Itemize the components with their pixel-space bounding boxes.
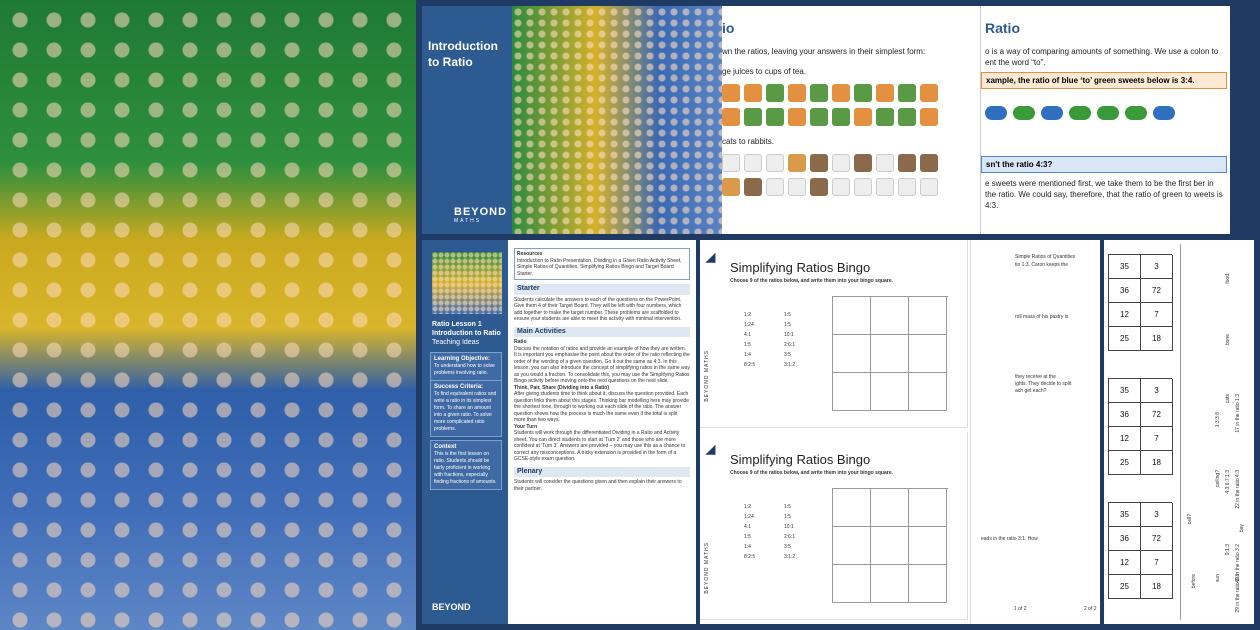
bingo-cell[interactable]: [909, 565, 947, 603]
blue-sweet-icon: [1041, 106, 1063, 120]
ratio-slide-title: Ratio: [985, 20, 1020, 36]
table-cell: 25: [1109, 575, 1141, 599]
word-label: 4:3:6:7:1:3: [1225, 470, 1231, 494]
number-table: [1108, 378, 1172, 475]
table-cell: 72: [1141, 527, 1173, 551]
page-number: 1 of 2: [1014, 606, 1027, 612]
slide-title: Introduction to Ratio: [428, 39, 498, 69]
bingo-instruction: Choose 9 of the ratios below, and write them into your bingo square.: [730, 470, 893, 476]
bingo-ratio: 4:1: [744, 332, 751, 338]
logo-subtext: MATHS: [454, 218, 482, 224]
word-label: food: [1225, 274, 1231, 284]
table-cell: 25: [1109, 451, 1141, 475]
starter-text: Students calculate the answers to each of the questions on the PowerPoint. Give them 4 of their Target Board. They will be left with four numbers, which add together to make the target number. These problems are scaffolded to ensure your students are able to meet this activity with minimal intervention.: [514, 296, 682, 322]
ratio-question-box: sn't the ratio 4:3?: [981, 156, 1227, 173]
word-label: ceiling?: [1215, 470, 1221, 487]
rabbit-icon: [788, 178, 806, 196]
title-slide-sidebar: [422, 6, 512, 234]
tea-cup-icon: [766, 84, 784, 102]
number-table: [1108, 502, 1172, 599]
bingo-ratio: 1:24: [744, 514, 754, 520]
ratio-section-text: Discuss the notation of ratios and provide an example of how they are written. It is important you emphasise the point about the order of the ratio reflecting the order of the wording of a given question. Go it out the same as 4:3. In this lesson, you can also introduce the concept of simplifying ratios in the same way as you would a fraction. To consolidate this, you may use the Simplifying Ratios Bingo activity before moving onto the next questions on the next slide.: [514, 345, 690, 384]
rabbit-icon: [744, 154, 762, 172]
worksheet-snippet: Simple Ratios of Quantities: [1015, 254, 1076, 260]
juice-icon: [854, 108, 872, 126]
vertical-logo: BEYOND MATHS: [704, 542, 710, 594]
cat-rabbit-icons: [722, 178, 982, 196]
tea-cup-icon: [898, 84, 916, 102]
beyond-logo: BEYOND: [432, 602, 471, 612]
ratio-intro: o is a way of comparing amounts of something. We use a colon to ent the word “to”.: [985, 47, 1219, 67]
word-strip: [1180, 244, 1250, 620]
lesson-subtitle: Teaching Ideas: [432, 339, 480, 346]
word-label: cats: [1225, 394, 1231, 404]
number-table: [1108, 254, 1172, 351]
bingo-ratio-list: [744, 310, 824, 370]
bingo-ratio: 1:5: [784, 312, 791, 318]
juice-tea-icons: [722, 108, 982, 126]
bingo-ratio: 3:1:2: [784, 362, 796, 368]
bingo-ratio: 3:5: [784, 544, 791, 550]
answer-tables: [1104, 240, 1254, 624]
table-cell: 18: [1141, 327, 1173, 351]
resources-heading: Resources: [517, 251, 543, 257]
resources-box: [514, 248, 690, 280]
juice-icon: [876, 84, 894, 102]
vertical-logo: BEYOND MATHS: [704, 350, 710, 402]
bingo-cell[interactable]: [909, 489, 947, 527]
table-cell: 12: [1109, 427, 1141, 451]
table-cell: 18: [1141, 575, 1173, 599]
table-cell: 36: [1109, 527, 1141, 551]
worksheet-snippet: ights. They decide to split: [1015, 381, 1072, 387]
think-text: After giving students time to think about it, discuss the question provided. Each question links them about this stages. Thinking bar modelling here may provide the shortest tone, through to working out each slide of the ratio. The answer question shows how the process is much the same even if the total is split more than two ways.: [514, 391, 690, 423]
bingo-ratio-list: [744, 502, 824, 562]
bingo-title: Simplifying Ratios Bingo: [730, 260, 871, 275]
worksheet-snippet: tio 1:3. Caron keeps the: [1015, 262, 1069, 268]
bingo-ratio: 1:2: [744, 504, 751, 510]
context-heading: Context: [434, 444, 457, 450]
rabbit-icon: [722, 154, 740, 172]
table-cell: 35: [1109, 255, 1141, 279]
rabbit-icon: [898, 178, 916, 196]
juice-icon: [744, 84, 762, 102]
bingo-cell[interactable]: [871, 373, 909, 411]
tea-cup-icon: [810, 84, 828, 102]
table-cell: 3: [1141, 255, 1173, 279]
tea-cup-icon: [854, 84, 872, 102]
bingo-ratio: 8:2:5: [744, 362, 756, 368]
bingo-cell[interactable]: [833, 565, 871, 603]
table-cell: 3: [1141, 379, 1173, 403]
juice-icon: [722, 108, 740, 126]
bingo-title: Simplifying Ratios Bingo: [730, 452, 871, 467]
bingo-ratio: 1:24: [744, 322, 754, 328]
logo-text: BEYOND: [454, 206, 508, 218]
dog-icon: [810, 178, 828, 196]
rabbit-icon: [766, 154, 784, 172]
table-cell: 72: [1141, 403, 1173, 427]
bingo-cell[interactable]: [909, 527, 947, 565]
bingo-cell[interactable]: [833, 297, 871, 335]
criteria-box: [430, 380, 502, 437]
tea-cup-icon: [810, 108, 828, 126]
dog-icon: [744, 178, 762, 196]
juice-icon: [832, 84, 850, 102]
lesson-plan-sidebar: [422, 240, 508, 624]
question-slide-title: io: [722, 20, 735, 36]
think-heading: Think, Pair, Share (Dividing into a Ratio): [514, 384, 610, 391]
bingo-cell[interactable]: [871, 527, 909, 565]
juice-icon: [920, 108, 938, 126]
bingo-instruction: Choose 9 of the ratios below, and write them into your bingo square.: [730, 278, 893, 284]
green-sweet-icon: [1097, 106, 1119, 120]
bingo-cell[interactable]: [833, 527, 871, 565]
title-slide: [422, 6, 990, 234]
ratio-section-heading: Ratio: [514, 339, 527, 345]
context-text: This is the first lesson on ratio. Students should be fairly proficient in working with fractions, especially finding fractions of amounts.: [434, 451, 497, 485]
rabbit-icon: [832, 154, 850, 172]
rabbit-icon: [832, 178, 850, 196]
blue-sweet-icon: [1153, 106, 1175, 120]
objective-box: [430, 352, 502, 381]
word-label: 40 in the ratio 3:2: [1235, 544, 1241, 583]
table-cell: 18: [1141, 451, 1173, 475]
slide-crowd-image: [512, 6, 722, 234]
table-cell: 12: [1109, 303, 1141, 327]
bingo-ratio: 4:1: [744, 524, 751, 530]
juice-icon: [920, 84, 938, 102]
bingo-grid: [832, 296, 948, 411]
worksheet-snippet: they receive at the: [1015, 374, 1056, 380]
criteria-text: To find equivalent ratios and write a ratio in its simplest form. To share an amount into a given ratio. To solve more complicated ratio problems.: [434, 391, 497, 432]
tea-cup-icon: [876, 108, 894, 126]
bingo-ratio: 10:1: [784, 332, 794, 338]
table-cell: 12: [1109, 551, 1141, 575]
table-cell: 25: [1109, 327, 1141, 351]
word-label: before: [1191, 574, 1197, 589]
bingo-ratio: 1:5: [784, 322, 791, 328]
lesson-plan: [422, 240, 696, 624]
word-label: sun: [1215, 574, 1221, 583]
lesson-heading: [432, 320, 504, 347]
table-cell: 36: [1109, 403, 1141, 427]
blue-sweet-icon: [985, 106, 1007, 120]
worksheet-snippet: ach get each?: [1015, 388, 1047, 394]
beyond-logo: [454, 206, 507, 224]
main-heading: Main Activities: [514, 327, 690, 338]
table-cell: 72: [1141, 279, 1173, 303]
tea-cup-icon: [766, 108, 784, 126]
juice-icon: [788, 84, 806, 102]
lesson-number: Ratio Lesson 1: [432, 321, 482, 328]
bingo-ratio: 1:5: [744, 342, 751, 348]
table-cell: 35: [1109, 503, 1141, 527]
cat-rabbit-icons: [722, 154, 982, 172]
dog-icon: [854, 154, 872, 172]
tea-cup-icon: [898, 108, 916, 126]
bingo-ratio: 3:5: [784, 352, 791, 358]
bingo-ratio: 2:6:1: [784, 534, 796, 540]
turn-heading: Your Turn: [514, 423, 538, 430]
word-label: cell?: [1187, 514, 1193, 525]
plenary-text: Students will consider the questions given and then explain their answers to their partner.: [514, 479, 682, 492]
objective-heading: Learning Objective:: [434, 356, 491, 362]
question-instruction: wn the ratios, leaving your answers in their simplest form:: [722, 47, 926, 56]
word-label: bay: [1239, 524, 1245, 533]
bingo-ratio: 1:5: [784, 504, 791, 510]
lesson-title: Introduction to Ratio: [432, 330, 501, 337]
question-1: ge juices to cups of tea.: [722, 67, 807, 76]
word-label: 1:3:3:8: [1215, 412, 1221, 428]
table-cell: 36: [1109, 279, 1141, 303]
juice-tea-icons: [722, 84, 982, 102]
rabbit-icon: [876, 154, 894, 172]
dog-icon: [898, 154, 916, 172]
bingo-cell[interactable]: [909, 335, 947, 373]
plenary-heading: Plenary: [514, 467, 690, 478]
green-sweet-icon: [1069, 106, 1091, 120]
lesson-plan-body: [514, 248, 690, 492]
ratio-slide: [980, 6, 1230, 234]
word-label: bone: [1225, 334, 1231, 346]
bingo-grid: [832, 488, 948, 603]
table-cell: 35: [1109, 379, 1141, 403]
tea-cup-icon: [744, 108, 762, 126]
question-2: cats to rabbits.: [722, 137, 775, 146]
juice-icon: [788, 108, 806, 126]
bingo-ratio: 1:4: [744, 544, 751, 550]
question-slide-body: [722, 46, 982, 202]
tea-cup-icon: [832, 108, 850, 126]
bingo-cell[interactable]: [833, 373, 871, 411]
table-cell: 7: [1141, 303, 1173, 327]
bingo-worksheet: [700, 240, 1100, 624]
dog-icon: [920, 154, 938, 172]
word-label: 22 in the ratio 4:3: [1235, 470, 1241, 509]
starter-heading: Starter: [514, 284, 690, 295]
ratio-answer: e sweets were mentioned first, we take them to be the first ber in the ratio. We could say, therefore, that the ratio of green to weets is 4:3.: [985, 179, 1223, 210]
crowd-photo: [0, 0, 416, 630]
word-label: 17 in the ratio 1:3: [1235, 394, 1241, 433]
turn-text: Students will work through the differentiated Dividing in a Ratio and Activity sheet. You can direct students to start at 'Turn 2' and those who are more confident at 'Turn 3'. Answers are provided – you may use this as a chance to correct any misconceptions. A tricky extension is provided in the form of a GCSE-style exam question.: [514, 430, 686, 462]
objective-text: To understand how to solve problems involving ratio.: [434, 363, 495, 376]
juice-icon: [722, 84, 740, 102]
table-cell: 7: [1141, 551, 1173, 575]
criteria-heading: Success Criteria:: [434, 384, 484, 390]
rabbit-icon: [920, 178, 938, 196]
bingo-ratio: 1:4: [744, 352, 751, 358]
word-label: 29 in the ratio 3:3: [1235, 574, 1241, 613]
worksheet-snippet: eads in the ratio 3:1. How: [981, 536, 1038, 542]
context-box: [430, 440, 502, 490]
lesson-thumbnail: [432, 252, 502, 314]
bingo-cell[interactable]: [871, 335, 909, 373]
worksheet-right-page: [970, 240, 1100, 624]
bingo-ratio: 8:2:5: [744, 554, 756, 560]
table-cell: 3: [1141, 503, 1173, 527]
bingo-ratio: 2:6:1: [784, 342, 796, 348]
rabbit-icon: [876, 178, 894, 196]
bingo-ratio: 1:5: [784, 514, 791, 520]
bingo-ratio: 1:5: [744, 534, 751, 540]
bingo-cell[interactable]: [909, 373, 947, 411]
table-cell: 7: [1141, 427, 1173, 451]
resources-text: Introduction to Ratio Presentation, Dividing in a Given Ratio Activity Sheet, Simple Ratios of Quantities, Simplifying Ratios Bingo and Target Board Starter.: [517, 257, 682, 277]
bingo-cell[interactable]: [909, 297, 947, 335]
bingo-ratio: 10:1: [784, 524, 794, 530]
sweets-row: [985, 106, 1175, 120]
bingo-cell[interactable]: [871, 297, 909, 335]
beyond-mark-icon: ◢: [706, 250, 716, 264]
bingo-sheet-top: [700, 240, 968, 428]
bingo-sheet-bottom: [700, 432, 968, 620]
bingo-cell[interactable]: [871, 565, 909, 603]
bingo-cell[interactable]: [833, 489, 871, 527]
bingo-cell[interactable]: [833, 335, 871, 373]
dog-icon: [810, 154, 828, 172]
green-sweet-icon: [1125, 106, 1147, 120]
beyond-mark-icon: ◢: [706, 442, 716, 456]
worksheet-snippet: roll mass of his pastry is: [1015, 314, 1069, 320]
ratio-example-box: xample, the ratio of blue ‘to’ green sweets below is 3:4.: [981, 72, 1227, 89]
bingo-ratio: 3:1:2: [784, 554, 796, 560]
rabbit-icon: [854, 178, 872, 196]
bingo-cell[interactable]: [871, 489, 909, 527]
word-label: 9:1:3: [1225, 544, 1231, 556]
green-sweet-icon: [1013, 106, 1035, 120]
page-number: 2 of 2: [1084, 606, 1097, 612]
cat-icon: [722, 178, 740, 196]
cat-icon: [788, 154, 806, 172]
rabbit-icon: [766, 178, 784, 196]
bingo-ratio: 1:2: [744, 312, 751, 318]
